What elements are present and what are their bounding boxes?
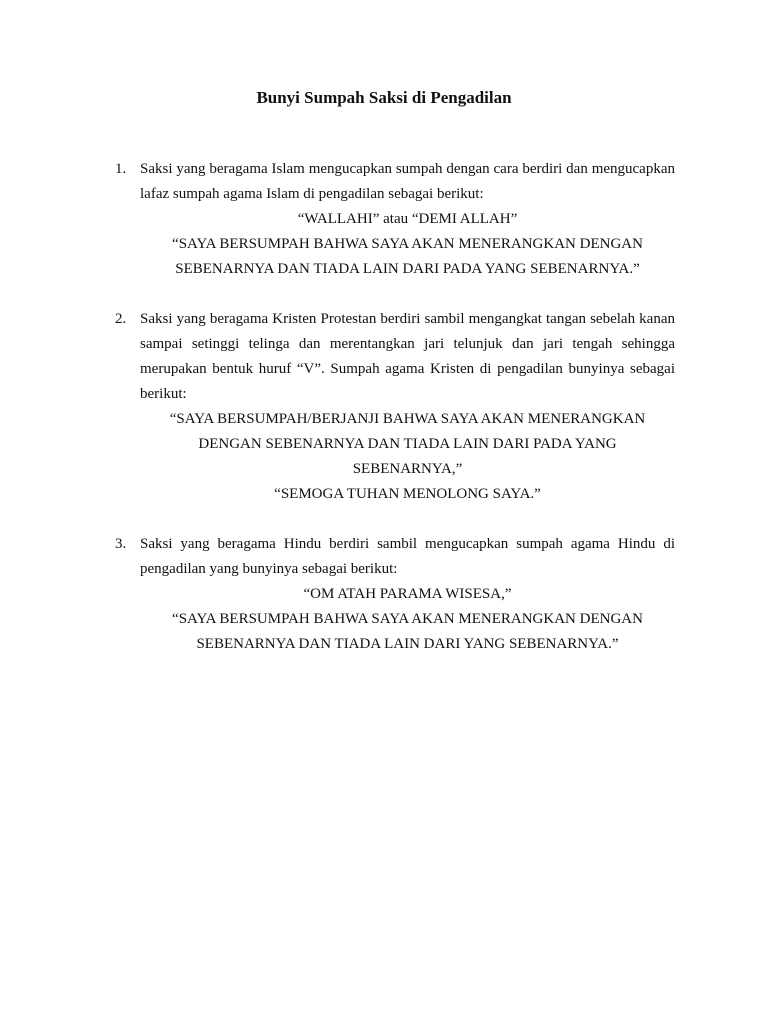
oath-line: SEBENARNYA DAN TIADA LAIN DARI YANG SEBENARNYA.” (196, 636, 619, 652)
document-title: Bunyi Sumpah Saksi di Pengadilan (256, 88, 512, 107)
item-number: 1. (115, 161, 127, 177)
oath-line: DENGAN SEBENARNYA DAN TIADA LAIN DARI PADA YANG (198, 436, 617, 452)
list-item (0, 532, 768, 657)
item-number: 2. (115, 311, 127, 327)
item-text: Saksi yang beragama Kristen Protestan berdiri sambil mengangkat tangan sebelah kanan sampai setinggi telinga dan merentangkan jari telunjuk dan jari tengah sehingga merupakan bentuk huruf “V”. Sumpah agama Kristen di pengadilan bunyinya sebagai berikut: (140, 311, 675, 402)
oath-line: SEBENARNYA,” (352, 461, 463, 477)
oath-list (0, 157, 768, 682)
item-number: 3. (115, 536, 127, 552)
oath-line: SEBENARNYA DAN TIADA LAIN DARI PADA YANG SEBENARNYA.” (175, 261, 640, 277)
list-item (0, 157, 768, 282)
oath-line: “SEMOGA TUHAN MENOLONG SAYA.” (274, 486, 541, 502)
oath-line: “SAYA BERSUMPAH/BERJANJI BAHWA SAYA AKAN MENERANGKAN (169, 411, 646, 427)
item-text: Saksi yang beragama Islam mengucapkan sumpah dengan cara berdiri dan mengucapkan lafaz sumpah agama Islam di pengadilan sebagai berikut: (140, 161, 675, 202)
list-item (0, 307, 768, 507)
oath-line: “WALLAHI” atau “DEMI ALLAH” (297, 211, 518, 227)
oath-line: “SAYA BERSUMPAH BAHWA SAYA AKAN MENERANGKAN DENGAN (172, 611, 643, 627)
oath-line: “OM ATAH PARAMA WISESA,” (303, 586, 512, 602)
oath-line: “SAYA BERSUMPAH BAHWA SAYA AKAN MENERANGKAN DENGAN (172, 236, 643, 252)
item-text: Saksi yang beragama Hindu berdiri sambil mengucapkan sumpah agama Hindu di pengadilan yang bunyinya sebagai berikut: (140, 536, 675, 577)
